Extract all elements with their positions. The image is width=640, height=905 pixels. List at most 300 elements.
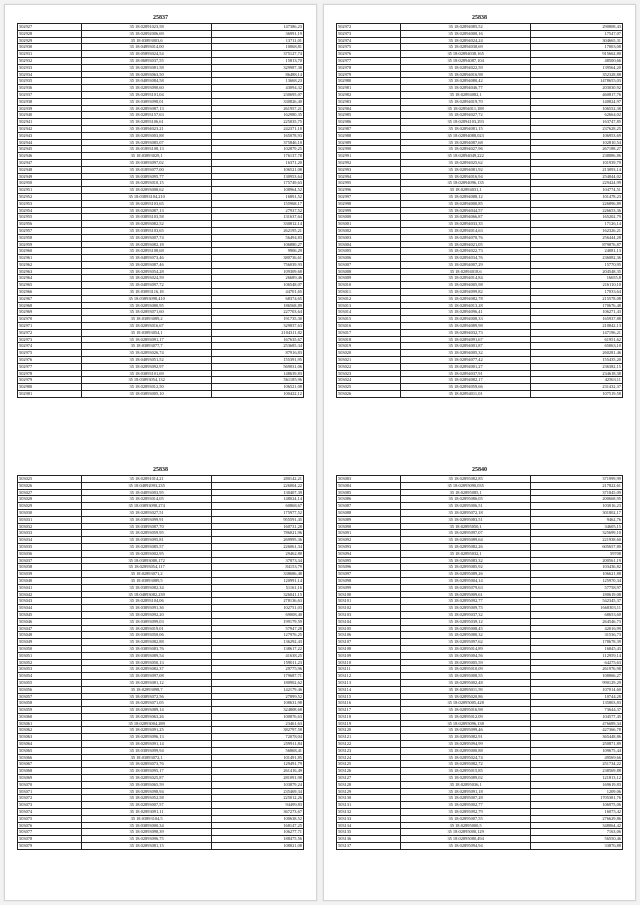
identifier-cell: 35 18:02893050,13: [81, 659, 211, 666]
table-row: [337, 503, 623, 510]
identifier-cell: 35 18:02895085,92: [400, 564, 530, 571]
record-number-cell: 503115: [337, 693, 401, 700]
record-number-cell: 502991: [337, 153, 401, 160]
amount-cell: 569031,06: [212, 363, 304, 370]
identifier-cell: 35 18:02893082,37: [81, 666, 211, 673]
table-row: [18, 707, 304, 714]
record-number-cell: 503066: [18, 754, 82, 761]
table-row: [337, 618, 623, 625]
amount-cell: 108964,52: [212, 187, 304, 194]
table-row: [337, 91, 623, 98]
identifier-cell: 35 18:03893091,36: [81, 605, 211, 612]
identifier-cell: 35 18:02895016,98: [400, 707, 530, 714]
record-number-cell: 503008: [337, 268, 401, 275]
identifier-cell: 35 18:02893054,28: [81, 268, 211, 275]
record-number-cell: 503096: [337, 564, 401, 571]
table-row: [337, 132, 623, 139]
record-number-cell: 502933: [18, 64, 82, 71]
identifier-cell: 35 18:02895000,129: [400, 829, 530, 836]
amount-cell: 179687,71: [212, 673, 304, 680]
amount-cell: 382797,58: [212, 727, 304, 734]
record-number-cell: 502954: [18, 207, 82, 214]
identifier-cell: 35 18:02895002,48: [400, 679, 530, 686]
record-number-cell: 503137: [337, 843, 401, 850]
identifier-cell: 35 18:02894025,62: [400, 159, 530, 166]
amount-cell: 104774,51: [531, 187, 623, 194]
table-row: [337, 802, 623, 809]
identifier-cell: 35 18:02894096,41: [400, 309, 530, 316]
record-number-cell: 503026: [337, 391, 401, 398]
identifier-cell: 35 18:02895050,1: [400, 523, 530, 530]
amount-cell: 108066,27: [531, 673, 623, 680]
table-row: [18, 255, 304, 262]
amount-cell: 215578,08: [531, 295, 623, 302]
amount-cell: 159011,23: [212, 659, 304, 666]
table-row: [18, 720, 304, 727]
record-number-cell: 503013: [337, 302, 401, 309]
identifier-cell: 35 18:03893099,03: [81, 618, 211, 625]
amount-cell: 131637,64: [212, 214, 304, 221]
record-number-cell: 503035: [18, 543, 82, 550]
record-number-cell: 502942: [18, 125, 82, 132]
record-number-cell: 502958: [18, 234, 82, 241]
table-row: [337, 329, 623, 336]
table-row: [18, 564, 304, 571]
identifier-cell: 35 18:02894008,33: [400, 316, 530, 323]
table-row: [337, 119, 623, 126]
amount-cell: 253685,34: [212, 343, 304, 350]
record-number-cell: 503097: [337, 571, 401, 578]
identifier-cell: 35 18:03893103,65: [81, 227, 211, 234]
amount-cell: 165078,93: [212, 132, 304, 139]
table-row: [18, 221, 304, 228]
identifier-cell: 35 18:03893104,210: [81, 193, 211, 200]
record-number-cell: 503031: [18, 516, 82, 523]
identifier-cell: 35 18:02895083,32: [400, 557, 530, 564]
record-number-cell: 503014: [337, 309, 401, 316]
table-row: [18, 343, 304, 350]
amount-cell: 16655,8: [531, 275, 623, 282]
identifier-cell: 35 18:02893098,94: [81, 788, 211, 795]
identifier-cell: 35 18:02891023,58: [81, 24, 211, 31]
record-number-cell: 502990: [337, 146, 401, 153]
record-number-cell: 503000: [337, 214, 401, 221]
record-number-cell: 502981: [18, 391, 82, 398]
amount-cell: 260281,46: [531, 350, 623, 357]
table-row: [18, 802, 304, 809]
table-row: [337, 591, 623, 598]
record-number-cell: 503042: [18, 591, 82, 598]
record-number-cell: 502994: [337, 173, 401, 180]
record-number-cell: 502940: [18, 112, 82, 119]
amount-cell: 13711,01: [212, 37, 304, 44]
table-block: [336, 467, 623, 850]
table-row: [337, 343, 623, 350]
record-number-cell: 503135: [337, 829, 401, 836]
table-row: [337, 159, 623, 166]
identifier-cell: 35 18:02895004,14: [400, 577, 530, 584]
table-row: [337, 227, 623, 234]
table-row: [337, 180, 623, 187]
table-row: [18, 611, 304, 618]
amount-cell: 561185,96: [212, 377, 304, 384]
identifier-cell: 35 18:02894013,28: [400, 302, 530, 309]
record-number-cell: 503004: [337, 241, 401, 248]
amount-cell: 329987,38: [212, 64, 304, 71]
record-number-cell: 502972: [337, 24, 401, 31]
record-number-cell: 503029: [18, 503, 82, 510]
record-number-cell: 502948: [18, 166, 82, 173]
record-number-cell: 502973: [337, 30, 401, 37]
amount-cell: 29775,96: [212, 666, 304, 673]
amount-cell: 129491,79: [212, 761, 304, 768]
record-number-cell: 503011: [337, 289, 401, 296]
identifier-cell: 35 18:02893091,14: [81, 741, 211, 748]
table-row: [337, 85, 623, 92]
record-number-cell: 503045: [18, 611, 82, 618]
amount-cell: 107519,58: [531, 391, 623, 398]
amount-cell: 879876,87: [531, 241, 623, 248]
record-number-cell: 503057: [18, 693, 82, 700]
amount-cell: 234618,38: [531, 370, 623, 377]
identifier-cell: 35 18:02894001,27: [400, 363, 530, 370]
table-row: [18, 652, 304, 659]
table-row: [337, 652, 623, 659]
table-row: [18, 125, 304, 132]
record-number-cell: 502974: [337, 37, 401, 44]
identifier-cell: 35 18:02894082,78: [400, 295, 530, 302]
identifier-cell: 35 18:02894021,05: [400, 241, 530, 248]
amount-cell: 338686,48: [212, 571, 304, 578]
identifier-cell: 35 18:02894077,42: [400, 357, 530, 364]
record-number-cell: 503076: [18, 822, 82, 829]
table-row: [337, 584, 623, 591]
identifier-cell: 35 18:02894066,87: [400, 214, 530, 221]
table-row: [337, 166, 623, 173]
record-number-cell: 503044: [18, 605, 82, 612]
amount-cell: 147196,21: [531, 329, 623, 336]
record-number-cell: 503017: [337, 329, 401, 336]
amount-cell: 165202,79: [531, 214, 623, 221]
record-number-cell: 503003: [337, 234, 401, 241]
amount-cell: 330826,40: [212, 98, 304, 105]
identifier-cell: 35 18:02893019,01: [81, 625, 211, 632]
table-row: [337, 822, 623, 829]
table-row: [337, 316, 623, 323]
amount-cell: 16075,42: [531, 809, 623, 816]
identifier-cell: 35 18:02894011,188: [400, 105, 530, 112]
amount-cell: 162980,35: [212, 112, 304, 119]
identifier-cell: 35 18:02895009,61: [400, 591, 530, 598]
identifier-cell: 35 18:03893077,7: [81, 343, 211, 350]
record-number-cell: 503100: [337, 591, 401, 598]
identifier-cell: 35 18:03893103,58: [81, 214, 211, 221]
record-number-cell: 503070: [18, 781, 82, 788]
record-number-cell: 502927: [18, 24, 82, 31]
identifier-cell: 35 18:04893003,95: [81, 489, 211, 496]
identifier-cell: 35 18:02895083,51: [400, 516, 530, 523]
identifier-cell: 35 18:03893098,01: [81, 98, 211, 105]
identifier-cell: 35 18:02893089,14: [81, 707, 211, 714]
record-number-cell: 503123: [337, 747, 401, 754]
record-number-cell: 503023: [337, 370, 401, 377]
table-row: [18, 747, 304, 754]
table-row: [18, 391, 304, 398]
table-row: [18, 598, 304, 605]
record-number-cell: 503027: [18, 489, 82, 496]
amount-cell: 59708: [531, 550, 623, 557]
record-number-cell: 502959: [18, 241, 82, 248]
record-number-cell: 503112: [337, 673, 401, 680]
amount-cell: 155435,20: [531, 357, 623, 364]
amount-cell: 27937,52: [212, 207, 304, 214]
amount-cell: 165937,88: [531, 316, 623, 323]
record-number-cell: 503094: [337, 550, 401, 557]
record-number-cell: 502945: [18, 146, 82, 153]
identifier-cell: 35 18:02893082,18: [81, 241, 211, 248]
record-number-cell: 502975: [337, 44, 401, 51]
table-row: [18, 329, 304, 336]
amount-cell: 330812,14: [212, 221, 304, 228]
identifier-cell: 35 18:02894032,73: [400, 329, 530, 336]
identifier-cell: 35 18:02895015,85: [400, 768, 530, 775]
amount-cell: 226896,89: [531, 200, 623, 207]
identifier-cell: 35 18:02894014,84: [400, 275, 530, 282]
amount-cell: 65063,10: [531, 343, 623, 350]
identifier-cell: 35 18:03893005,10: [81, 391, 211, 398]
table-row: [18, 836, 304, 843]
amount-cell: 106975,06: [531, 802, 623, 809]
table-row: [337, 363, 623, 370]
table-row: [18, 370, 304, 377]
identifier-cell: 35 18:02894031,1: [400, 187, 530, 194]
record-number-cell: 502968: [18, 302, 82, 309]
identifier-cell: 35 18:03893082,34: [81, 584, 211, 591]
identifier-cell: 35 18:03893050,06: [81, 632, 211, 639]
record-number-cell: 503106: [337, 632, 401, 639]
record-number-cell: 503125: [337, 761, 401, 768]
identifier-cell: 35 18:03893099,91: [81, 516, 211, 523]
record-number-cell: 503122: [337, 741, 401, 748]
table-row: [337, 577, 623, 584]
table-title: 25837: [153, 15, 168, 21]
record-number-cell: 503028: [18, 496, 82, 503]
identifier-cell: 35 18:02894027,96: [400, 146, 530, 153]
identifier-cell: 35 18:02894070,76: [400, 234, 530, 241]
record-number-cell: 503060: [18, 713, 82, 720]
amount-cell: 16845,43: [531, 645, 623, 652]
amount-cell: 69008,40: [212, 611, 304, 618]
table-row: [18, 843, 304, 850]
table-row: [18, 537, 304, 544]
table-row: [18, 523, 304, 530]
identifier-cell: 35 18:03893101,69: [81, 370, 211, 377]
record-number-cell: 502944: [18, 139, 82, 146]
amount-cell: 236382,15: [531, 363, 623, 370]
amount-cell: 262195,21: [212, 227, 304, 234]
record-number-cell: 503124: [337, 754, 401, 761]
identifier-cell: 35 18:02894088,023: [400, 132, 530, 139]
amount-cell: 264546,73: [531, 618, 623, 625]
amount-cell: 242371,18: [212, 125, 304, 132]
record-number-cell: 502999: [337, 207, 401, 214]
record-number-cell: 503077: [18, 829, 82, 836]
identifier-cell: 35 18:02894001,87: [400, 343, 530, 350]
amount-cell: 106552,38: [531, 105, 623, 112]
record-number-cell: 503134: [337, 822, 401, 829]
record-number-cell: 503131: [337, 802, 401, 809]
table-row: [337, 193, 623, 200]
identifier-cell: 35 18:03893089,2: [81, 316, 211, 323]
table-row: [337, 112, 623, 119]
table-row: [337, 323, 623, 330]
table-row: [337, 543, 623, 550]
amount-cell: 380736,61: [212, 255, 304, 262]
record-number-cell: 503128: [337, 781, 401, 788]
amount-cell: 136292,43: [212, 639, 304, 646]
amount-cell: 121813,12: [531, 775, 623, 782]
amount-cell: 2104311,82: [212, 329, 304, 336]
record-number-cell: 502966: [18, 289, 82, 296]
record-number-cell: 502961: [18, 255, 82, 262]
table-row: [18, 476, 304, 483]
amount-cell: 1478655,03: [531, 78, 623, 85]
identifier-cell: 35 18:02894081,92: [400, 166, 530, 173]
identifier-cell: 35 18:02895002,77: [400, 802, 530, 809]
record-number-cell: 503050: [18, 645, 82, 652]
identifier-cell: 35 18:02894096,135: [400, 180, 530, 187]
table-row: [337, 707, 623, 714]
identifier-cell: 35 18:02893071,05: [81, 700, 211, 707]
table-row: [337, 187, 623, 194]
amount-cell: 44701,65: [212, 289, 304, 296]
record-number-cell: 503054: [18, 673, 82, 680]
table-row: [18, 482, 304, 489]
table-row: [337, 775, 623, 782]
table-row: [337, 550, 623, 557]
identifier-cell: 35 18:02894014,63: [400, 227, 530, 234]
record-number-cell: 503006: [337, 255, 401, 262]
table-row: [337, 139, 623, 146]
table-row: [18, 377, 304, 384]
amount-cell: 175977,52: [212, 509, 304, 516]
table-row: [18, 571, 304, 578]
table-row: [18, 248, 304, 255]
table-row: [18, 112, 304, 119]
identifier-cell: 35 18:02894007,29: [400, 261, 530, 268]
identifier-cell: 35 18:02893024,59: [81, 275, 211, 282]
record-number-cell: 502939: [18, 105, 82, 112]
data-table: [17, 475, 304, 850]
amount-cell: 259911,84: [212, 741, 304, 748]
table-row: [337, 571, 623, 578]
identifier-cell: 35 18:03893087,70: [81, 523, 211, 530]
identifier-cell: 35 18:02893157,63: [81, 112, 211, 119]
table-row: [337, 741, 623, 748]
amount-cell: 160731,28: [212, 523, 304, 530]
amount-cell: 203030,92: [531, 85, 623, 92]
identifier-cell: 35 18:02892006,69: [81, 30, 211, 37]
identifier-cell: 35 18:02893010,15: [81, 180, 211, 187]
table-row: [337, 309, 623, 316]
record-number-cell: 502984: [337, 105, 401, 112]
identifier-cell: 35 18:02895000,88: [400, 747, 530, 754]
identifier-cell: 35 18:02895006,51: [400, 503, 530, 510]
record-number-cell: 503108: [337, 645, 401, 652]
table-row: [337, 686, 623, 693]
identifier-cell: 35 18:02895005,428: [400, 700, 530, 707]
table-row: [337, 377, 623, 384]
record-number-cell: 503120: [337, 727, 401, 734]
identifier-cell: 35 18:02893082,52: [81, 221, 211, 228]
table-title: 25838: [472, 15, 487, 21]
record-number-cell: 503034: [18, 537, 82, 544]
identifier-cell: 35 18:03893083,76: [81, 645, 211, 652]
record-number-cell: 502970: [18, 316, 82, 323]
record-number-cell: 503030: [18, 509, 82, 516]
amount-cell: 103879,24: [212, 781, 304, 788]
identifier-cell: 35 18:03893098,410: [81, 295, 211, 302]
table-row: [18, 829, 304, 836]
amount-cell: 64275,63: [531, 659, 623, 666]
amount-cell: 106953,69: [531, 132, 623, 139]
amount-cell: 786021,96: [212, 530, 304, 537]
record-number-cell: 503073: [18, 802, 82, 809]
table-row: [18, 268, 304, 275]
record-number-cell: 503052: [18, 659, 82, 666]
identifier-cell: 35 18:02895097,62: [400, 639, 530, 646]
table-row: [337, 44, 623, 51]
table-row: [337, 282, 623, 289]
amount-cell: 16891,52: [212, 193, 304, 200]
identifier-cell: 35 18:03893089,5: [81, 577, 211, 584]
table-row: [337, 241, 623, 248]
record-number-cell: 503051: [18, 652, 82, 659]
identifier-cell: 35 18:02894087,68: [400, 139, 530, 146]
record-number-cell: 503107: [337, 639, 401, 646]
table-row: [18, 146, 304, 153]
amount-cell: 17003,08: [531, 44, 623, 51]
table-row: [337, 829, 623, 836]
amount-cell: 130407,39: [212, 489, 304, 496]
identifier-cell: 35 18:02895082,85: [400, 476, 530, 483]
record-number-cell: 503087: [337, 503, 401, 510]
identifier-cell: 35 18:02894082,1: [400, 91, 530, 98]
record-number-cell: 503072: [18, 795, 82, 802]
record-number-cell: 503079: [18, 843, 82, 850]
identifier-cell: 35 18:02895012,09: [400, 713, 530, 720]
record-number-cell: 503078: [18, 836, 82, 843]
identifier-cell: 35 18:02893008,62: [81, 187, 211, 194]
record-number-cell: 503105: [337, 625, 401, 632]
identifier-cell: 35 18:04893097,72: [81, 282, 211, 289]
identifier-cell: 35 18:02893098,39: [81, 829, 211, 836]
amount-cell: 56868,41: [212, 747, 304, 754]
record-number-cell: 502941: [18, 119, 82, 126]
identifier-cell: 35 18:02893096,75: [81, 836, 211, 843]
amount-cell: 326041,15: [212, 591, 304, 598]
identifier-cell: 35 18:03893003,6: [81, 37, 211, 44]
record-number-cell: 503092: [337, 537, 401, 544]
record-number-cell: 503059: [18, 707, 82, 714]
record-number-cell: 503086: [337, 496, 401, 503]
record-number-cell: 503117: [337, 707, 401, 714]
record-number-cell: 503110: [337, 659, 401, 666]
amount-cell: 1705381,76: [531, 795, 623, 802]
record-number-cell: 502964: [18, 275, 82, 282]
identifier-cell: 35 18:02894019,70: [400, 98, 530, 105]
amount-cell: 112959,14: [531, 652, 623, 659]
